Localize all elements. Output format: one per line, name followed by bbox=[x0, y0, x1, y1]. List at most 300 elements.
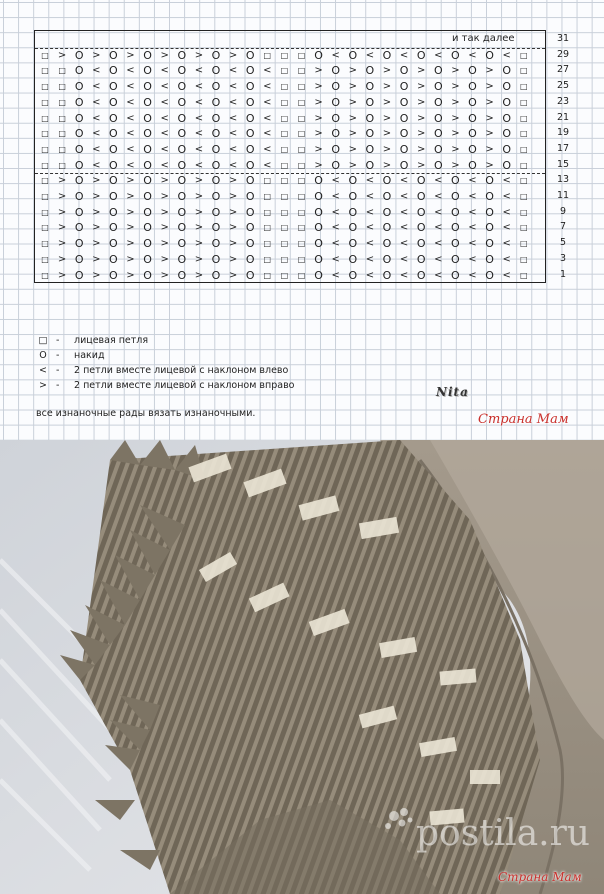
chart-cell: □ bbox=[520, 192, 528, 201]
chart-cell: O bbox=[177, 237, 187, 251]
chart-cell: □ bbox=[58, 113, 66, 123]
chart-cell: O bbox=[109, 174, 118, 188]
chart-cell: O bbox=[468, 111, 477, 125]
chart-cell: O bbox=[502, 95, 512, 109]
chart-cell: O bbox=[382, 174, 392, 188]
chart-cell: > bbox=[348, 143, 357, 155]
chart-cell: O bbox=[211, 80, 221, 94]
chart-cell: > bbox=[451, 96, 460, 108]
chart-cell: O bbox=[143, 95, 152, 109]
chart-cell: □ bbox=[280, 176, 289, 186]
chart-cell: □ bbox=[58, 129, 66, 139]
chart-cell: □ bbox=[520, 144, 528, 154]
chart-cell: O bbox=[314, 221, 323, 235]
chart-cell: O bbox=[365, 158, 375, 172]
chart-cell: O bbox=[177, 48, 187, 62]
chart-cell: < bbox=[331, 269, 340, 281]
row-number-label: 17 bbox=[556, 142, 570, 154]
chart-cell: O bbox=[74, 142, 84, 156]
chart-cell: □ bbox=[520, 160, 528, 170]
chart-cell: < bbox=[263, 81, 272, 93]
chart-cell: O bbox=[74, 252, 84, 266]
chart-cell: O bbox=[382, 221, 392, 235]
chart-cell: □ bbox=[41, 129, 49, 139]
chart-cell: < bbox=[365, 49, 375, 61]
chart-cell: > bbox=[451, 159, 460, 171]
chart-cell: □ bbox=[280, 223, 289, 233]
chart-cell: O bbox=[314, 205, 323, 219]
chart-cell: < bbox=[160, 96, 169, 108]
chart-cell: > bbox=[194, 238, 204, 250]
chart-cell: < bbox=[126, 128, 135, 140]
chart-cell: < bbox=[92, 81, 101, 93]
chart-cell: □ bbox=[297, 144, 306, 154]
chart-cell: > bbox=[57, 253, 67, 265]
chart-cell: O bbox=[416, 174, 426, 188]
chart-cell: O bbox=[211, 64, 221, 78]
chart-cell: □ bbox=[280, 160, 289, 170]
chart-cell: < bbox=[502, 253, 511, 265]
chart-cell: O bbox=[451, 205, 460, 219]
chart-cell: O bbox=[348, 221, 358, 235]
chart-cell: O bbox=[211, 95, 221, 109]
chart-cell: □ bbox=[41, 82, 49, 92]
chart-row bbox=[35, 79, 547, 95]
row-number-label: 3 bbox=[559, 252, 567, 264]
chart-row bbox=[35, 142, 547, 158]
chart-cell: O bbox=[211, 221, 221, 235]
chart-cell: > bbox=[314, 112, 323, 124]
chart-cell: < bbox=[126, 143, 135, 155]
legend-dash: - bbox=[56, 365, 60, 376]
chart-cell: O bbox=[143, 48, 152, 62]
chart-cell: > bbox=[348, 65, 357, 77]
chart-cell: O bbox=[177, 158, 187, 172]
chart-cell: O bbox=[348, 252, 358, 266]
chart-cell: O bbox=[331, 111, 341, 125]
pattern-repeat-separator bbox=[35, 173, 545, 174]
chart-cell: O bbox=[468, 142, 477, 156]
chart-cell: O bbox=[331, 95, 341, 109]
chart-cell: O bbox=[143, 127, 152, 141]
chart-cell: O bbox=[451, 237, 460, 251]
chart-cell: O bbox=[399, 64, 409, 78]
chart-cell: O bbox=[245, 127, 255, 141]
author-signature: Nita bbox=[436, 385, 469, 399]
chart-cell: □ bbox=[297, 270, 306, 280]
chart-cell: O bbox=[331, 158, 341, 172]
chart-cell: O bbox=[74, 205, 84, 219]
chart-cell: O bbox=[433, 95, 443, 109]
chart-cell: □ bbox=[520, 129, 528, 139]
chart-cell: < bbox=[331, 222, 340, 234]
chart-cell: O bbox=[109, 205, 118, 219]
chart-cell: O bbox=[74, 127, 84, 141]
chart-cell: O bbox=[468, 158, 477, 172]
chart-cell: □ bbox=[41, 207, 49, 217]
chart-cell: O bbox=[211, 174, 221, 188]
chart-cell: □ bbox=[41, 176, 49, 186]
chart-cell: O bbox=[382, 190, 392, 203]
knitting-chart bbox=[34, 30, 546, 283]
chart-cell: < bbox=[160, 81, 169, 93]
chart-cell: > bbox=[194, 206, 204, 218]
chart-cell: > bbox=[314, 159, 323, 171]
chart-cell: > bbox=[314, 65, 323, 77]
chart-cell: O bbox=[74, 190, 84, 203]
chart-cell: O bbox=[245, 64, 255, 78]
row-number-label: 23 bbox=[556, 95, 570, 107]
chart-cell: O bbox=[365, 111, 375, 125]
chart-cell: O bbox=[399, 95, 409, 109]
chart-cell: < bbox=[228, 143, 238, 155]
chart-cell: < bbox=[263, 143, 272, 155]
chart-row bbox=[35, 95, 547, 111]
chart-cell: O bbox=[177, 221, 187, 235]
chart-cell: > bbox=[382, 112, 392, 124]
chart-cell: > bbox=[194, 222, 204, 234]
chart-cell: > bbox=[160, 206, 169, 218]
chart-cell: O bbox=[74, 268, 84, 282]
chart-cell: < bbox=[365, 253, 375, 265]
row-number-label: 15 bbox=[556, 158, 570, 170]
chart-cell: □ bbox=[520, 223, 528, 233]
chart-cell: < bbox=[263, 112, 272, 124]
chart-cell: < bbox=[126, 81, 135, 93]
chart-cell: □ bbox=[41, 50, 49, 60]
chart-cell: □ bbox=[280, 207, 289, 217]
chart-cell: < bbox=[434, 49, 443, 61]
chart-cell: > bbox=[194, 253, 204, 265]
chart-cell: O bbox=[74, 158, 84, 172]
chart-cell: > bbox=[92, 191, 101, 202]
chart-cell: O bbox=[399, 142, 409, 156]
chart-cell: O bbox=[74, 64, 84, 78]
chart-cell: < bbox=[194, 159, 204, 171]
chart-cell: O bbox=[502, 158, 512, 172]
chart-cell: □ bbox=[520, 113, 528, 123]
chart-cell: □ bbox=[280, 239, 289, 249]
chart-cell: O bbox=[211, 127, 221, 141]
chart-cell: > bbox=[485, 112, 494, 124]
chart-cell: O bbox=[348, 174, 358, 188]
chart-cell: > bbox=[314, 128, 323, 140]
chart-cell: O bbox=[245, 268, 255, 282]
chart-cell: □ bbox=[41, 254, 49, 264]
chart-cell: O bbox=[451, 190, 460, 203]
chart-cell: □ bbox=[297, 113, 306, 123]
row-number-label: 25 bbox=[556, 80, 570, 92]
chart-cell: O bbox=[485, 221, 494, 235]
chart-cell: O bbox=[74, 174, 84, 188]
chart-cell: □ bbox=[41, 160, 49, 170]
chart-cell: □ bbox=[297, 97, 306, 107]
chart-cell: O bbox=[177, 142, 187, 156]
chart-cell: □ bbox=[263, 223, 272, 233]
chart-cell: < bbox=[194, 65, 204, 77]
chart-cell: < bbox=[365, 269, 375, 281]
chart-cell: O bbox=[177, 174, 187, 188]
chart-cell: O bbox=[451, 48, 460, 62]
chart-cell: O bbox=[451, 268, 460, 282]
chart-cell: > bbox=[485, 81, 494, 93]
chart-cell: > bbox=[228, 238, 238, 250]
chart-cell: > bbox=[348, 112, 357, 124]
chart-cell: < bbox=[468, 253, 477, 265]
chart-cell: < bbox=[194, 96, 204, 108]
row-number-label: 29 bbox=[556, 48, 570, 60]
chart-cell: > bbox=[416, 112, 426, 124]
chart-cell: O bbox=[485, 237, 494, 251]
chart-cell: > bbox=[92, 49, 101, 61]
chart-cell: < bbox=[365, 175, 375, 187]
chart-cell: > bbox=[126, 175, 135, 187]
chart-cell: < bbox=[434, 206, 443, 218]
chart-cell: O bbox=[245, 205, 255, 219]
chart-cell: < bbox=[331, 49, 340, 61]
chart-cell: < bbox=[92, 128, 101, 140]
chart-cell: O bbox=[109, 190, 118, 203]
chart-cell: > bbox=[57, 175, 67, 187]
chart-cell: O bbox=[143, 268, 152, 282]
chart-cell: O bbox=[314, 174, 323, 188]
row-number-label: 9 bbox=[559, 205, 567, 217]
chart-cell: > bbox=[382, 159, 392, 171]
chart-cell: > bbox=[92, 206, 101, 218]
chart-cell: > bbox=[160, 222, 169, 234]
chart-cell: > bbox=[126, 206, 135, 218]
chart-continuation-note: и так далее bbox=[452, 33, 515, 44]
chart-cell: < bbox=[434, 175, 443, 187]
chart-cell: < bbox=[331, 175, 340, 187]
chart-cell: < bbox=[365, 191, 375, 202]
chart-cell: O bbox=[177, 95, 187, 109]
chart-cell: O bbox=[451, 252, 460, 266]
chart-cell: O bbox=[245, 95, 255, 109]
chart-cell: O bbox=[177, 252, 187, 266]
chart-cell: □ bbox=[58, 82, 66, 92]
chart-cell: < bbox=[434, 222, 443, 234]
chart-cell: O bbox=[211, 142, 221, 156]
chart-row bbox=[35, 63, 547, 79]
chart-cell: □ bbox=[280, 82, 289, 92]
chart-cell: O bbox=[211, 158, 221, 172]
chart-cell: < bbox=[331, 253, 340, 265]
chart-cell: □ bbox=[280, 270, 289, 280]
chart-cell: < bbox=[194, 81, 204, 93]
chart-cell: O bbox=[416, 252, 426, 266]
chart-cell: O bbox=[468, 80, 477, 94]
chart-cell: O bbox=[211, 190, 221, 203]
chart-cell: □ bbox=[297, 82, 306, 92]
chart-cell: □ bbox=[263, 192, 272, 201]
chart-cell: > bbox=[416, 143, 426, 155]
legend-right-decrease-symbol: > bbox=[39, 380, 47, 391]
chart-cell: O bbox=[468, 127, 477, 141]
chart-row bbox=[35, 252, 547, 268]
chart-cell: □ bbox=[41, 239, 49, 249]
chart-cell: > bbox=[126, 269, 135, 281]
chart-cell: > bbox=[485, 128, 494, 140]
chart-cell: O bbox=[399, 80, 409, 94]
chart-cell: < bbox=[468, 222, 477, 234]
legend-text: лицевая петля bbox=[74, 335, 149, 346]
chart-cell: □ bbox=[41, 113, 49, 123]
chart-cell: O bbox=[109, 48, 118, 62]
chart-cell: < bbox=[263, 65, 272, 77]
chart-cell: < bbox=[228, 128, 238, 140]
chart-cell: < bbox=[160, 65, 169, 77]
chart-cell: < bbox=[331, 238, 340, 250]
chart-cell: O bbox=[109, 64, 118, 78]
chart-cell: O bbox=[74, 48, 84, 62]
postila-watermark: postila.ru bbox=[416, 813, 590, 854]
chart-cell: O bbox=[348, 237, 358, 251]
legend-dash: - bbox=[56, 380, 60, 391]
chart-cell: □ bbox=[280, 144, 289, 154]
chart-cell: O bbox=[211, 252, 221, 266]
chart-cell: > bbox=[416, 65, 426, 77]
chart-cell: O bbox=[468, 95, 477, 109]
chart-cell: < bbox=[399, 49, 409, 61]
chart-cell: < bbox=[365, 238, 375, 250]
chart-cell: > bbox=[194, 49, 204, 61]
chart-cell: O bbox=[143, 174, 152, 188]
chart-cell: > bbox=[57, 191, 67, 202]
chart-cell: < bbox=[399, 238, 409, 250]
chart-cell: < bbox=[502, 222, 511, 234]
chart-cell: < bbox=[263, 159, 272, 171]
chart-cell: □ bbox=[520, 50, 528, 60]
chart-cell: O bbox=[382, 205, 392, 219]
chart-cell: □ bbox=[280, 254, 289, 264]
chart-cell: O bbox=[314, 252, 323, 266]
chart-cell: □ bbox=[520, 97, 528, 107]
chart-cell: O bbox=[502, 64, 512, 78]
chart-cell: > bbox=[126, 222, 135, 234]
chart-cell: O bbox=[211, 111, 221, 125]
chart-cell: O bbox=[245, 237, 255, 251]
chart-cell: O bbox=[502, 80, 512, 94]
chart-cell: □ bbox=[58, 66, 66, 76]
chart-cell: O bbox=[109, 221, 118, 235]
chart-cell: > bbox=[126, 238, 135, 250]
chart-cell: O bbox=[143, 205, 152, 219]
chart-cell: O bbox=[365, 64, 375, 78]
chart-cell: > bbox=[160, 191, 169, 202]
chart-cell: < bbox=[502, 175, 511, 187]
chart-cell: □ bbox=[520, 207, 528, 217]
chart-cell: < bbox=[126, 65, 135, 77]
chart-cell: < bbox=[126, 96, 135, 108]
chart-cell: O bbox=[74, 80, 84, 94]
chart-cell: O bbox=[109, 95, 118, 109]
chart-cell: < bbox=[263, 96, 272, 108]
chart-cell: O bbox=[502, 127, 512, 141]
chart-cell: O bbox=[245, 252, 255, 266]
legend-text: 2 петли вместе лицевой с наклоном вправо bbox=[74, 380, 295, 391]
chart-cell: < bbox=[399, 222, 409, 234]
chart-cell: O bbox=[109, 158, 118, 172]
chart-cell: O bbox=[382, 237, 392, 251]
chart-cell: O bbox=[331, 142, 341, 156]
chart-cell: O bbox=[348, 268, 358, 282]
chart-cell: □ bbox=[520, 254, 528, 264]
chart-cell: < bbox=[434, 238, 443, 250]
chart-cell: < bbox=[126, 159, 135, 171]
chart-cell: > bbox=[194, 175, 204, 187]
chart-cell: O bbox=[143, 221, 152, 235]
chart-cell: O bbox=[451, 174, 460, 188]
chart-row bbox=[35, 220, 547, 236]
legend-left-decrease-symbol: < bbox=[39, 365, 47, 376]
chart-cell: > bbox=[348, 128, 357, 140]
chart-cell: O bbox=[433, 111, 443, 125]
chart-cell: < bbox=[468, 49, 477, 61]
chart-row bbox=[35, 236, 547, 252]
chart-cell: □ bbox=[520, 270, 528, 280]
chart-cell: < bbox=[434, 253, 443, 265]
chart-cell: O bbox=[143, 80, 152, 94]
chart-cell: O bbox=[245, 80, 255, 94]
chart-cell: > bbox=[160, 253, 169, 265]
chart-cell: > bbox=[382, 143, 392, 155]
chart-cell: < bbox=[468, 206, 477, 218]
chart-cell: > bbox=[194, 269, 204, 281]
chart-cell: < bbox=[228, 96, 238, 108]
chart-cell: O bbox=[314, 48, 323, 62]
chart-cell: O bbox=[348, 205, 358, 219]
chart-cell: > bbox=[57, 269, 67, 281]
row-number-label: 5 bbox=[559, 237, 567, 249]
chart-cell: > bbox=[314, 96, 323, 108]
chart-cell: O bbox=[451, 221, 460, 235]
chart-row bbox=[35, 173, 547, 189]
chart-cell: < bbox=[468, 191, 477, 202]
chart-cell: > bbox=[416, 96, 426, 108]
chart-cell: > bbox=[126, 49, 135, 61]
chart-cell: < bbox=[365, 222, 375, 234]
chart-cell: □ bbox=[58, 97, 66, 107]
chart-cell: < bbox=[434, 191, 443, 202]
chart-cell: < bbox=[468, 175, 477, 187]
chart-cell: O bbox=[348, 48, 358, 62]
chart-cell: □ bbox=[520, 239, 528, 249]
site-watermark-bottom: Страна Мам bbox=[498, 870, 582, 884]
chart-cell: > bbox=[126, 191, 135, 202]
graph-paper bbox=[0, 0, 604, 440]
chart-cell: > bbox=[126, 253, 135, 265]
legend-text: накид bbox=[74, 350, 105, 361]
purl-rows-note: все изнаночные рады вязать изнаночными. bbox=[36, 408, 256, 419]
chart-cell: < bbox=[502, 238, 511, 250]
chart-cell: O bbox=[365, 142, 375, 156]
chart-row bbox=[35, 32, 547, 48]
chart-row bbox=[35, 111, 547, 127]
chart-cell: O bbox=[365, 127, 375, 141]
chart-cell: O bbox=[433, 80, 443, 94]
chart-cell: O bbox=[109, 237, 118, 251]
chart-cell: > bbox=[160, 269, 169, 281]
chart-cell: > bbox=[451, 65, 460, 77]
chart-cell: > bbox=[416, 81, 426, 93]
chart-cell: O bbox=[485, 205, 494, 219]
chart-cell: < bbox=[502, 191, 511, 202]
legend-dash: - bbox=[56, 335, 60, 346]
pattern-repeat-separator bbox=[35, 48, 545, 49]
chart-cell: O bbox=[399, 158, 409, 172]
chart-cell: > bbox=[485, 96, 494, 108]
